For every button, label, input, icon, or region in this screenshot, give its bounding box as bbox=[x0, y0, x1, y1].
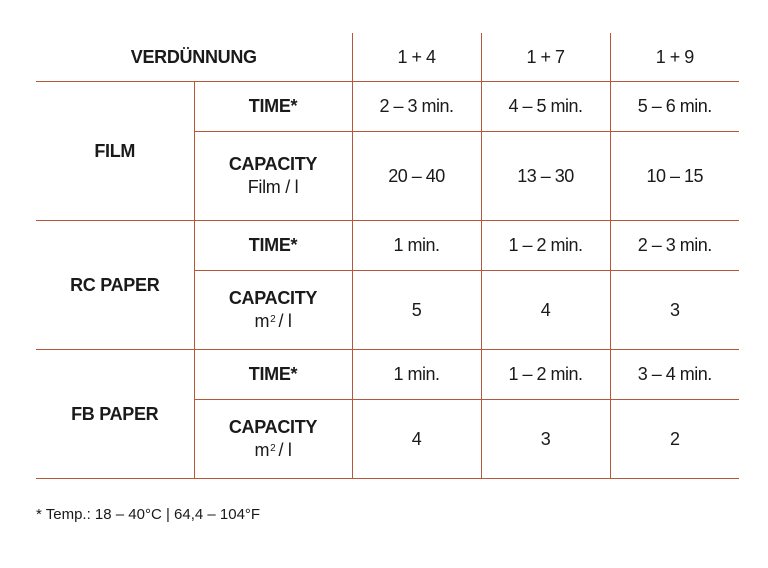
table-cell: 4 – 5 min. bbox=[481, 82, 610, 132]
table-cell: 20 – 40 bbox=[352, 132, 481, 221]
dilution-1-7: 1 + 7 bbox=[481, 33, 610, 82]
capacity-label bbox=[194, 271, 352, 350]
dilution-1-4: 1 + 4 bbox=[352, 33, 481, 82]
group-label-rc-paper: RC PAPER bbox=[36, 221, 194, 350]
capacity-unit: Film / l bbox=[247, 177, 299, 197]
time-label: TIME* bbox=[194, 221, 352, 271]
rc-time-row bbox=[36, 221, 739, 271]
fb-time-row bbox=[36, 350, 739, 400]
capacity-title: CAPACITY bbox=[228, 417, 318, 437]
capacity-title: CAPACITY bbox=[228, 288, 318, 308]
group-label-fb-paper: FB PAPER bbox=[36, 350, 194, 479]
table-cell: 2 bbox=[610, 400, 739, 479]
table-cell: 1 – 2 min. bbox=[481, 350, 610, 400]
table-cell: 2 – 3 min. bbox=[610, 221, 739, 271]
unit-base: m bbox=[254, 311, 270, 331]
time-label: TIME* bbox=[194, 350, 352, 400]
capacity-unit bbox=[195, 440, 352, 461]
time-label: TIME* bbox=[194, 82, 352, 132]
table-cell: 10 – 15 bbox=[610, 132, 739, 221]
capacity-label bbox=[194, 400, 352, 479]
group-label-film: FILM bbox=[36, 82, 194, 221]
film-time-row bbox=[36, 82, 739, 132]
table-cell: 2 – 3 min. bbox=[352, 82, 481, 132]
table-cell: 4 bbox=[481, 271, 610, 350]
table-cell: 5 – 6 min. bbox=[610, 82, 739, 132]
unit-sup: 2 bbox=[270, 314, 276, 325]
table-cell: 3 – 4 min. bbox=[610, 350, 739, 400]
capacity-unit bbox=[195, 311, 352, 332]
table-cell: 13 – 30 bbox=[481, 132, 610, 221]
table-cell: 1 min. bbox=[352, 350, 481, 400]
header-row bbox=[36, 33, 739, 82]
table-cell: 3 bbox=[610, 271, 739, 350]
unit-rest: / l bbox=[278, 440, 292, 460]
capacity-title: CAPACITY bbox=[228, 154, 318, 174]
unit-sup: 2 bbox=[270, 443, 276, 454]
table-cell: 1 min. bbox=[352, 221, 481, 271]
dilution-table bbox=[36, 33, 739, 479]
table-cell: 1 – 2 min. bbox=[481, 221, 610, 271]
unit-rest: / l bbox=[278, 311, 292, 331]
dilution-header: VERDÜNNUNG bbox=[36, 33, 352, 82]
table-cell: 5 bbox=[352, 271, 481, 350]
table-cell: 3 bbox=[481, 400, 610, 479]
dilution-1-9: 1 + 9 bbox=[610, 33, 739, 82]
capacity-label bbox=[194, 132, 352, 221]
table-cell: 4 bbox=[352, 400, 481, 479]
footnote: * Temp.: 18 – 40°C | 64,4 – 104°F bbox=[36, 506, 261, 523]
unit-base: m bbox=[254, 440, 270, 460]
